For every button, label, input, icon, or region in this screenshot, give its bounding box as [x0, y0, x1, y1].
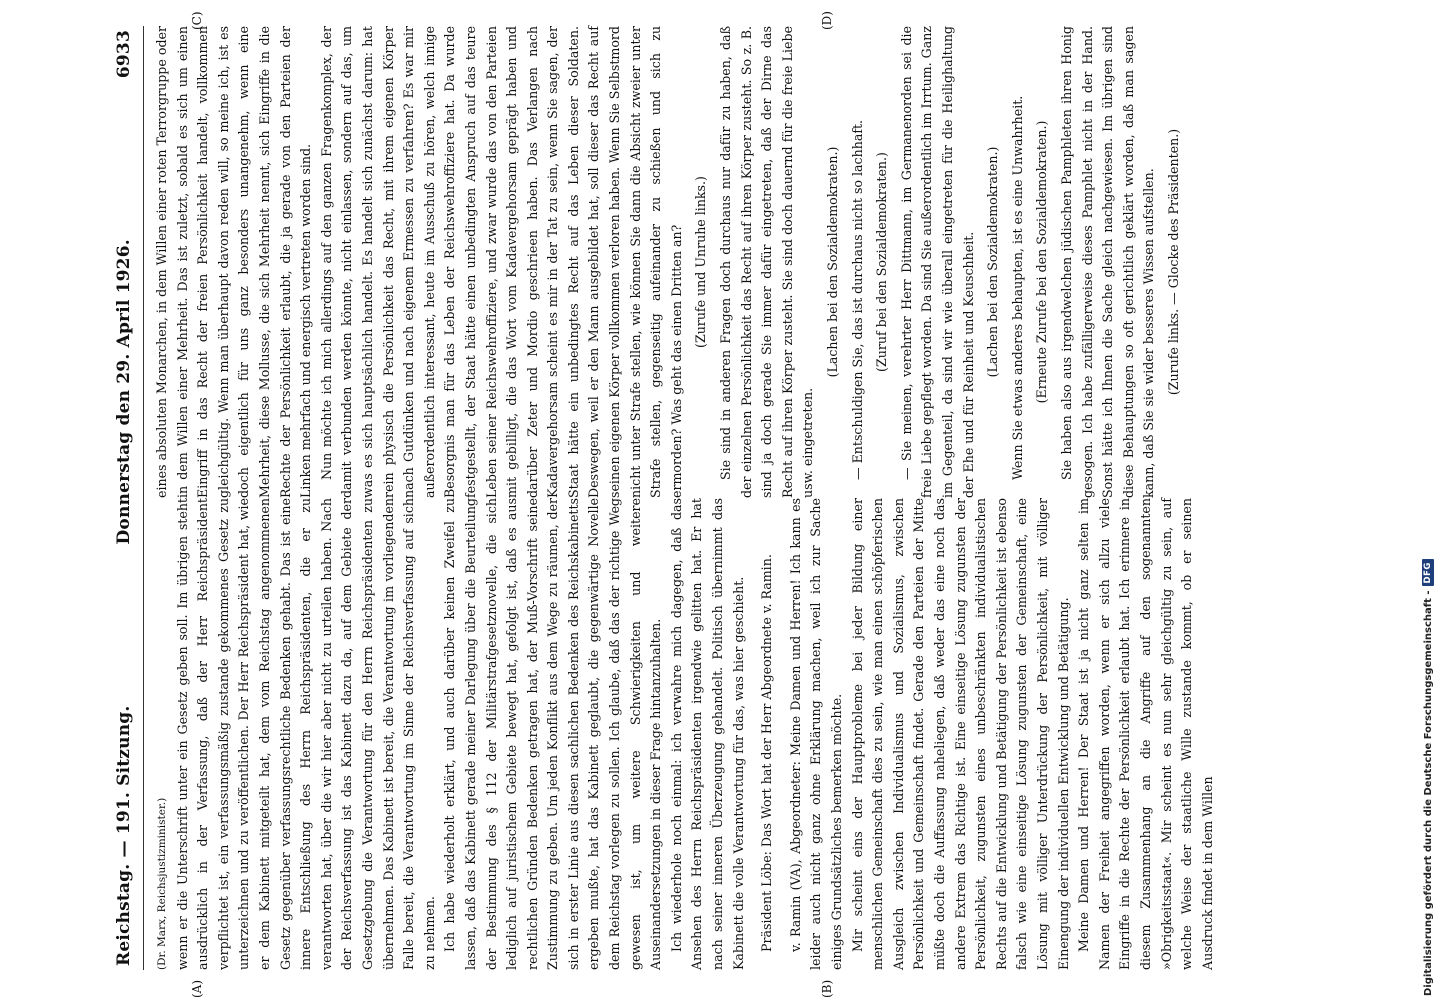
paragraph: wenn er die Unterschrift unter ein Gesetz geben soll. Im übrigen steht ausdrücklich in der Verfassung, daß der Herr Reichspräsident verpflichtet ist, ein verfassungsmäßig zustande gekommenes Gesetz zu unterzeichnen und zu veröffentlichen. Der Herr Reichspräsident hat, wie er dem Kabinett mitgeteilt hat, dem vom Reichstag angenommenen Gesetz gegenüber verfassungsrechtliche Bedenken gehabt. Das ist eine innere Entschließung des Herrn Reichspräsidenten, die er zu verantworten hat, über die wir hier aber nicht zu urteilen haben. Nach der Reichsverfassung ist das Kabinett dazu da, auf dem Gebiete der Gesetzgebung die Verantwortung für den Herrn Reichspräsidenten zu übernehmen. Das Kabinett ist bereit, die Verantwortung im vorliegenden Falle bereit, die Verantwortung im Sinne der Reichsverfassung auf sich zu nehmen.: [174, 498, 437, 970]
paragraph: eines absoluten Monarchen, in dem Willen einer roten Terrorgruppe oder in dem Willen einer Mehrheit. Das ist zuletzt, sobald es sich um einen Eingriff in das Recht der freien Persönlichkeit handelt, vollkommen gleichgültig. Wenn man überhaupt davon reden will, so meine ich, ist es doch eigentlich für uns ganz besonders unangenehm, wenn eine Mehrheit, diese Mollusse, die sich Mehrheit nennt, sich Eingriffe in die Rechte der Persönlichkeit erlaubt, die ja gerade von den Parteien der Linken mehrfach und energisch vertreten worden sind.: [154, 26, 314, 498]
margin-marker-d: (D): [820, 11, 834, 30]
paragraph: Sie haben also aus irgendwelchen jüdischen Pamphleten ihren Honig gesogen. Ich habe zufälligerweise dieses Pamphlet nicht in der Hand. Sonst hätte ich Ihnen die Sache gleich nachgewiesen. Im übrigen sind diese Behauptungen so oft gerichtlich geklärt worden, daß man sagen kann, daß Sie sie wider besseres Wissen aufstellen.: [1058, 26, 1157, 498]
document-page: [100, 0, 1340, 1000]
paragraph: Ich wiederhole noch einmal: ich verwahre mich dagegen, daß das Ansehen des Herrn Reichspräsidenten irgendwie gelitten hat. Er hat nach seiner inneren Überzeugung gehandelt. Politisch übernimmt das Kabinett die volle Verantwortung für das, was hier geschieht.: [668, 498, 746, 970]
paragraph: Mir scheint eins der Hauptprobleme bei jeder Bildung einer menschlichen Gemeinschaft dies zu sein, wie man einen schöpferischen Ausgleich zwischen Individualismus und Sozialismus, zwischen Persönlichkeit und Gemeinschaft findet. Gerade den Parteien der Mitte müßte doch die Auffassung naheliegen, daß weder das eine noch das andere Extrem das Richtige ist. Eine einseitige Lösung zugunsten der Persönlichkeit, zugunsten eines unbeschränkten individualistischen Rechts auf die Entwicklung und Betätigung der Persönlichkeit ist ebenso falsch wie eine einseitige Lösung zugunsten der Gemeinschaft, eine Lösung mit völliger Unterdrückung der Persönlichkeit, mit völliger Einengung der individuellen Entwicklung und Betätigung.: [849, 498, 1071, 970]
interjection: (Zurufe und Unruhe links.): [693, 176, 709, 348]
paragraph: Sie sind in anderen Fragen doch durchaus nur dafür zu haben, daß der einzelnen Persönlichkeit das Recht auf ihren Körper zusteht. So z. B. sind ja doch gerade Sie immer dafür eingetreten, daß der Dirne das Recht auf ihren Körper zusteht. Sie sind doch dauernd für die freie Liebe usw. eingetreten.: [718, 26, 816, 498]
paragraph: — Sie meinen, verehrter Herr Dittmann, im Germanenorden sei die freie Liebe gepflegt worden. Da sind Sie außerordentlich im Irrtum. Ganz im Gegenteil, da sind wir wie überall eingetreten für die Heilighaltung der Ehe und für Reinheit und Keuschheit.: [898, 26, 976, 498]
page-number: 6933: [114, 30, 134, 79]
margin-marker-b: (B): [820, 979, 834, 998]
paragraph: Nun möchte ich mich allerdings auf den ganzen Fragenkomplex, der damit verbunden werden könnte, nicht einlassen, sondern auf das, um was es sich hauptsächlich handelt. Es handelt sich zunächst darum: hat rein physisch die Persönlichkeit das Recht, mit ihrem eigenen Körper nach Gutdünken und nach eigenem Ermessen zu verfahren? Es war mir außerordentlich interessant, heute im Ausschuß zu hören, welch innige Besorgnis man für das Leben der Reichswehroffiziere hat. Da wurde festgestellt, der Staat hätte einen unbedingten Anspruch auf das teure Leben seiner Reichswehroffiziere, und zwar wurde das von den Parteien mit gebilligt, die das Wort vom Kadavergehorsam geprägt haben und darüber Zeter und Mordio geschrieen haben. Das Verlangen nach Kadavergehorsam scheint es mir in der Tat zu sein, wenn Sie sagen, der Staat hätte ein unbedingtes Recht auf das Leben dieser Soldaten. Deswegen, weil er den Mann ausgebildet hat, soll dieser das Recht auf seinen eigenen Körper vollkommen verloren haben. Wenn Sie Selbstmord nicht unter Strafe stellen, wie können Sie dann die Absicht zweier unter Strafe stellen, gegenseitig aufeinander zu schießen und sich zu ermorden? Was geht das einen Dritten an?: [318, 26, 684, 498]
speaker-intro: v. Ramin (VA), Abgeordneter: Meine Damen und Herren! Ich kann es leider auch nicht ganz ohne Erklärung machen, weil ich zur Sache einiges Grundsätzliches bemerken möchte.: [787, 498, 844, 970]
digitization-attribution: [1422, 559, 1434, 996]
attribution-text: Digitalisierung gefördert durch die Deutsche Forschungsgemeinschaft -: [1422, 590, 1434, 996]
margin-marker-a: (A): [190, 979, 204, 998]
speaker-head: (Dr. Marx, Reichsjustizminister.): [156, 797, 168, 970]
interjection: (Lachen bei den Sozialdemokraten.): [825, 146, 840, 378]
interjection: (Zurufe links. — Glocke des Präsidenten.): [1165, 128, 1181, 396]
header-date: Donnerstag den 29. April 1926.: [114, 239, 134, 545]
interjection: (Lachen bei den Sozialdemokraten.): [985, 146, 1001, 378]
left-column: [152, 498, 1218, 970]
interjection: (Erneute Zurufe bei den Sozialdemokraten.): [1034, 120, 1050, 404]
interjection: (Zuruf bei den Sozialdemokraten.): [874, 152, 890, 372]
right-column: [152, 26, 1218, 498]
paragraph: Ich habe wiederholt erklärt, und auch darüber keinen Zweifel zu lassen, daß das Kabinett gerade meiner Darlegung über die Beurteilung der Bestimmung des § 112 der Militärstrafgesetznovelle, die sich lediglich auf juristischem Gebiete bewegt hat, gefolgt ist, daß es aus rechtlichen Gründen Bedenken getragen hat, der Muß-Vorschrift seine Zustimmung zu geben. Um jeden Konflikt aus dem Wege zu räumen, der sich in erster Linie aus diesen sachlichen Bedenken des Reichskabinetts ergeben mußte, hat das Kabinett geglaubt, die gegenwärtige Novelle dem Reichstag vorlegen zu sollen. Ich glaube, daß das der richtige Weg gewesen ist, um weitere Schwierigkeiten und weitere Auseinandersetzungen in dieser Frage hintanzuhalten.: [442, 498, 664, 970]
paragraph: — Entschuldigen Sie, das ist durchaus nicht so lachhaft.: [849, 119, 865, 480]
header-left: Reichstag. — 191. Sitzung.: [114, 705, 134, 966]
president-remark: Präsident Löbe: Das Wort hat der Herr Abgeordnete v. Ramin.: [759, 554, 775, 952]
paragraph: Wenn Sie etwas anderes behaupten, ist es eine Unwahrheit.: [1009, 95, 1025, 480]
paragraph: Meine Damen und Herren! Der Staat ist ja nicht ganz selten im Namen der Freiheit angegriffen worden, wenn er sich allzu viele Eingriffe in die Rechte der Persönlichkeit erlaubt hat. Ich erinnere in diesem Zusammenhang an die Angriffe auf den sogenannten »Obrigkeitsstaat«. Mir scheint es nun sehr gleichgültig zu sein, auf welche Weise der staatliche Wille zustande kommt, ob er seinen Ausdruck findet in dem Willen: [1076, 498, 1215, 970]
running-header: [114, 26, 144, 970]
margin-marker-c: (C): [190, 11, 204, 30]
dfg-logo-icon: DFG: [1422, 559, 1434, 586]
